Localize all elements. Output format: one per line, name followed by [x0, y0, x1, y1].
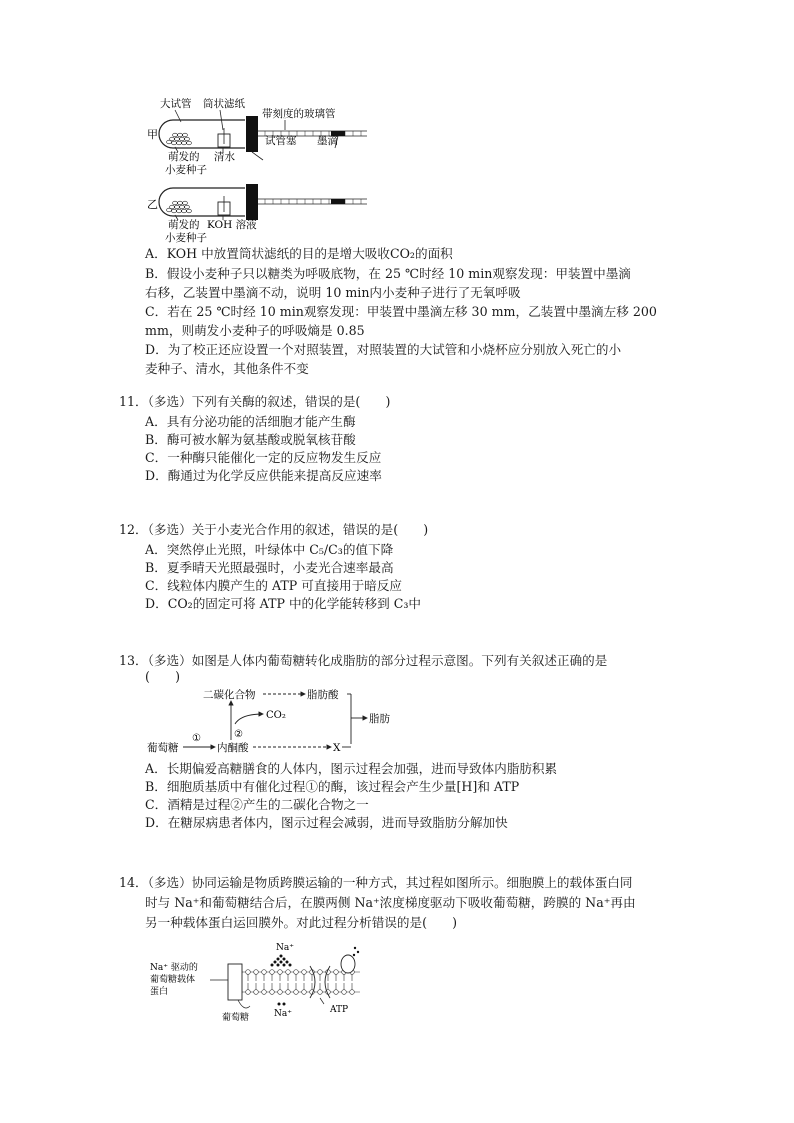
q13-option-a: A．长期偏爱高糖膳食的人体内，图示过程会加强，进而导致体内脂肪积累 [145, 761, 558, 776]
co2-label: CO₂ [266, 710, 286, 721]
na-ions-pumped [353, 947, 359, 956]
seeds-label-line1-jia: 萌发的 [168, 151, 200, 163]
glucose-carrier-protein [228, 964, 242, 1000]
stopper-jia [246, 116, 258, 152]
yi-label: 乙 [147, 198, 158, 211]
q11-option-d: D．酶通过为化学反应供能来提高反应速率 [145, 468, 382, 483]
q13-option-d: D．在糖尿病患者体内，图示过程会减弱，进而导致脂肪分解加快 [145, 815, 508, 830]
x-label: X [333, 742, 341, 754]
stopper-yi [246, 184, 258, 220]
glucose-label: 葡萄糖 [147, 742, 179, 754]
pyruvate-label: 内酮酸 [217, 742, 249, 754]
q14-stem-line2: 时与 Na⁺和葡萄糖结合后，在膜两侧 Na⁺浓度梯度驱动下吸收葡萄糖，跨膜的 Na⁺再由 [145, 895, 636, 910]
carrier-label-line3: 蛋白 [150, 987, 169, 997]
q10-option-c-line2: mm，则萌发小麦种子的呼吸熵是 0.85 [145, 323, 365, 338]
lipid-bilayer [228, 972, 360, 992]
q12-option-c: C．线粒体内膜产生的 ATP 可直接用于暗反应 [145, 578, 403, 593]
na-pump-protein [341, 955, 355, 973]
q10-option-b-line2: 右移，乙装置中墨滴不动，说明 10 min内小麦种子进行了无氧呼吸 [145, 285, 521, 300]
atp-label: ATP [330, 1005, 349, 1015]
q13-stem-line1: 13．（多选）如图是人体内葡萄糖转化成脂肪的部分过程示意图。下列有关叙述正确的是 [119, 653, 608, 668]
glucose-bottom-label: 葡萄糖 [222, 1013, 250, 1023]
q10-option-d-line1: D．为了校正还应设置一个对照装置，对照装置的大试管和小烧杯应分别放入死亡的小 [145, 342, 622, 357]
seeds-label-line1-yi: 萌发的 [168, 219, 200, 231]
na-ions-cluster [271, 955, 292, 967]
co2-release-arrow [235, 714, 263, 724]
glucose-to-fat-diagram [145, 684, 400, 754]
ink-drop-yi [331, 199, 345, 204]
q12-option-a: A．突然停止光照，叶绿体中 C₅/C₃的值下降 [145, 542, 394, 557]
q13-option-b: B．细胞质基质中有催化过程①的酶，该过程会产生少量[H]和 ATP [145, 779, 520, 794]
seeds-label-line2-yi: 小麦种子 [165, 232, 207, 244]
koh-label: KOH 溶液 [207, 219, 257, 231]
na-bottom-label: Na⁺ [274, 1009, 292, 1019]
step1-label: ① [192, 733, 201, 744]
na-ions-bottom [278, 1003, 286, 1006]
q11-option-c: C．一种酶只能催化一定的反应物发生反应 [145, 450, 382, 465]
respiration-apparatus-figure [145, 92, 375, 244]
jia-label: 甲 [147, 128, 158, 141]
fat-label: 脂肪 [369, 713, 390, 725]
big-tube-label: 大试管 [160, 98, 192, 110]
seeds-jia [167, 133, 192, 145]
q10-option-d-line2: 麦种子、清水，其他条件不变 [145, 361, 309, 376]
q10-option-a: A．KOH 中放置筒状滤纸的目的是增大吸收CO₂的面积 [145, 246, 453, 261]
q12-option-b: B．夏季晴天光照最强时，小麦光合速率最高 [145, 560, 394, 575]
two-carbon-compound-label: 二碳化合物 [203, 689, 256, 701]
q12-stem: 12．（多选）关于小麦光合作用的叙述，错误的是( ) [119, 522, 429, 537]
cotransport-membrane-figure [148, 938, 388, 1024]
fatty-acid-label: 脂肪酸 [307, 689, 339, 701]
seeds-yi [167, 201, 192, 213]
q13-option-c: C．酒精是过程②产生的二碳化合物之一 [145, 797, 369, 812]
glass-tube-label: 带刻度的玻璃管 [262, 108, 336, 120]
q11-option-b: B．酶可被水解为氨基酸或脱氧核苷酸 [145, 432, 356, 447]
q14-stem-line3: 另一种载体蛋白运回膜外。对此过程分析错误的是( ) [145, 915, 458, 930]
na-top-label: Na⁺ [276, 943, 294, 953]
stopper-label: 试管塞 [265, 135, 297, 147]
lipid-heads [230, 970, 355, 995]
filter-paper-label: 筒状滤纸 [203, 98, 245, 110]
carrier-label-line1: Na⁺ 驱动的 [150, 963, 198, 973]
graduated-tube-yi [258, 199, 367, 204]
q11-stem: 11．（多选）下列有关酶的叙述，错误的是( ) [119, 394, 391, 409]
q12-option-d: D．CO₂的固定可将 ATP 中的化学能转移到 C₃中 [145, 596, 421, 611]
q13-stem-line2: ( ) [145, 669, 181, 684]
q10-option-c-line1: C．若在 25 ℃时经 10 min观察发现：甲装置中墨滴左移 30 mm，乙装置中墨滴左移 200 [145, 304, 657, 319]
q11-option-a: A．具有分泌功能的活细胞才能产生酶 [145, 414, 356, 429]
step2-label: ② [234, 729, 243, 740]
ink-drop-label: 墨滴 [317, 135, 338, 147]
seeds-label-line2-jia: 小麦种子 [165, 164, 207, 176]
carrier-label-line2: 葡萄糖载体 [150, 975, 196, 985]
water-label: 清水 [214, 151, 235, 163]
q10-option-b-line1: B．假设小麦种子只以糖类为呼吸底物，在 25 ℃时经 10 min观察发现：甲装置中墨滴 [145, 266, 631, 281]
q14-stem-line1: 14．（多选）协同运输是物质跨膜运输的一种方式，其过程如图所示。细胞膜上的载体蛋白同 [119, 875, 633, 890]
